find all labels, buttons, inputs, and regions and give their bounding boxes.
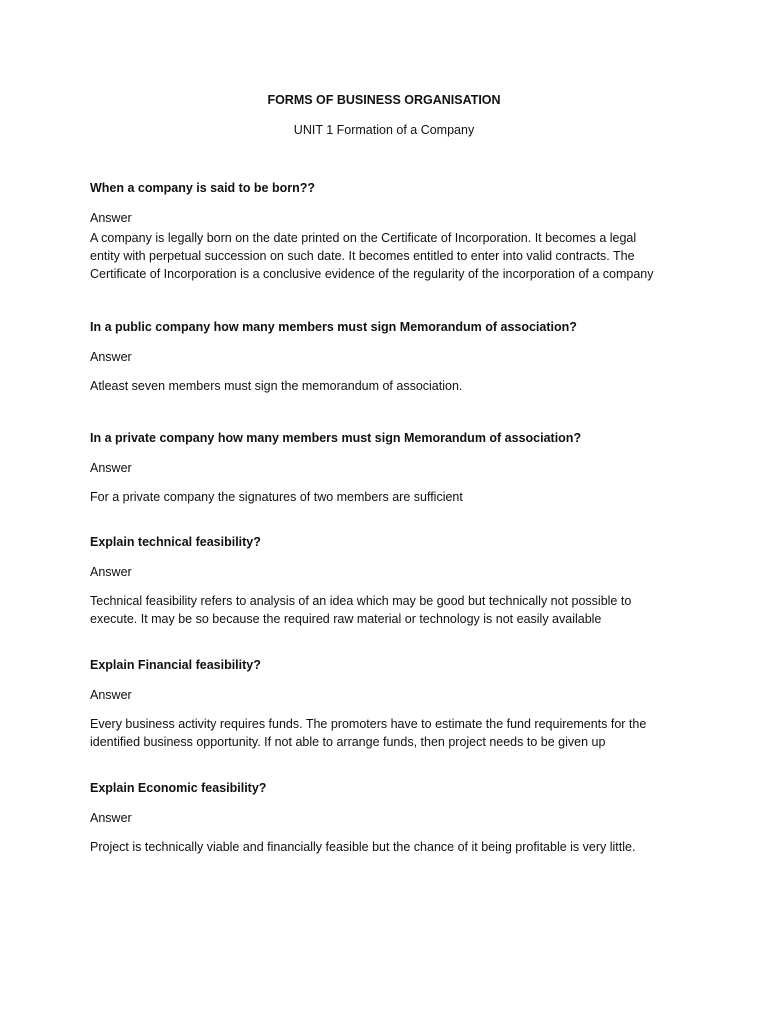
answer-line: identified business opportunity. If not able to arrange funds, then project needs to be given up — [90, 735, 606, 749]
answer-label: Answer — [90, 565, 132, 579]
answer-text — [90, 592, 680, 628]
answer-line: Every business activity requires funds. The promoters have to estimate the fund requirements for the — [90, 717, 647, 731]
answer-label: Answer — [90, 350, 132, 364]
answer-text — [90, 488, 680, 506]
qa-block — [90, 656, 680, 751]
question-text: Explain Financial feasibility? — [90, 658, 261, 672]
qa-block — [90, 318, 680, 395]
answer-text — [90, 229, 680, 283]
question-text: When a company is said to be born?? — [90, 181, 316, 195]
question-text: Explain Economic feasibility? — [90, 781, 267, 795]
answer-line: Technical feasibility refers to analysis of an idea which may be good but technically not possible to — [90, 594, 632, 608]
answer-label: Answer — [90, 461, 132, 475]
question-text: Explain technical feasibility? — [90, 535, 261, 549]
qa-block — [90, 179, 680, 283]
answer-line: A company is legally born on the date printed on the Certificate of Incorporation. It becomes a legal — [90, 231, 637, 245]
answer-line: entity with perpetual succession on such date. It becomes entitled to enter into valid contracts. The — [90, 249, 635, 263]
qa-block — [90, 533, 680, 628]
question-text: In a public company how many members must sign Memorandum of association? — [90, 320, 577, 334]
document-title: FORMS OF BUSINESS ORGANISATION — [267, 93, 501, 107]
document-subtitle: UNIT 1 Formation of a Company — [293, 123, 475, 137]
question-text: In a private company how many members must sign Memorandum of association? — [90, 431, 582, 445]
answer-label: Answer — [90, 688, 132, 702]
answer-label: Answer — [90, 811, 132, 825]
qa-block — [90, 779, 680, 856]
answer-line: execute. It may be so because the required raw material or technology is not easily available — [90, 612, 602, 626]
answer-line: Atleast seven members must sign the memorandum of association. — [90, 379, 463, 393]
answer-text — [90, 715, 680, 751]
answer-text — [90, 838, 680, 856]
answer-label: Answer — [90, 211, 132, 225]
answer-line: For a private company the signatures of two members are sufficient — [90, 490, 463, 504]
qa-block — [90, 429, 680, 506]
answer-line: Certificate of Incorporation is a conclusive evidence of the regularity of the incorporation of a company — [90, 267, 654, 281]
answer-line: Project is technically viable and financially feasible but the chance of it being profitable is very little. — [90, 840, 636, 854]
answer-text — [90, 377, 680, 395]
